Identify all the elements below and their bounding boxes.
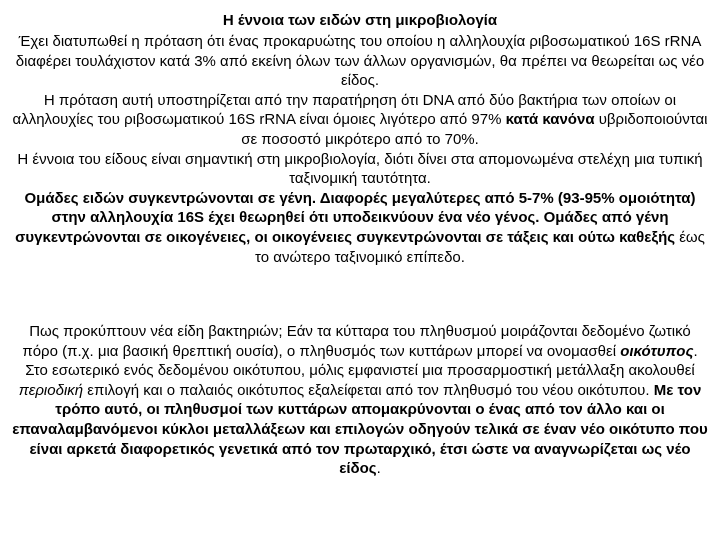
ecotype-text-3: επιλογή και ο παλαιός οικότυπος εξαλείφεται από τον πληθυσμό του νέου οικότυπου.: [87, 381, 650, 399]
hybridization-bold-phrase: κατά κανόνα: [505, 111, 595, 129]
section-new-species-origin: [12, 322, 708, 479]
paragraph-ecotype: [12, 322, 708, 479]
hybridization-text-start: Η πρόταση αυτή υποστηρίζεται από την παρατήρηση ότι DNA από δύο βακτήρια των οποίων οι αλληλουχίες του ριβοσωματικού 16S rRNA είναι όμοιες λιγότερο από 97%: [12, 91, 677, 129]
section-species-definition: [12, 32, 708, 267]
paragraph-dna-hybridization: [12, 91, 708, 150]
ecotype-text-1: Πως προκύπτουν νέα είδη βακτηριών; Εάν τα κύτταρα του πληθυσμού μοιράζονται δεδομένο ζωτικό πόρο (π.χ. μια βασική θρεπτική ουσία), ο πληθυσμός των κυττάρων μπορεί να ονομασθεί: [22, 323, 691, 360]
hierarchy-text-end: έως το ανώτερο ταξινομικό επίπεδο.: [255, 228, 705, 266]
paragraph-3-percent-rule: Έχει διατυπωθεί η πρόταση ότι ένας προκαρυώτης του οποίου η αλληλουχία ριβοσωματικού 16S rRNA διαφέρει τουλάχιστον κατά 3% από εκείνη όλων των άλλων οργανισμών, θα πρέπει να θεωρείται ως νέο είδος.: [15, 33, 705, 90]
ecotype-final-period: .: [376, 460, 381, 478]
hybridization-text-end: υβριδοποιούνται σε ποσοστό μικρότερο από το 70%.: [241, 111, 708, 148]
ecotype-bold-conclusion: Με τον τρόπο αυτό, οι πληθυσμοί των κυττάρων απομακρύνονται ο ένας από τον άλλο και οι επαναλαμβανόμενοι κύκλοι μεταλλάξεων και επιλογών οδηγούν τελικά σε έναν νέο οικότυπο που είναι αρκετά διαφορετικός γενετικά από τον πρωταρχικό, έτσι ώστε να αναγνωρίζεται ως νέο είδος: [12, 381, 708, 478]
page-title: Η έννοια των ειδών στη μικροβιολογία: [222, 12, 498, 29]
periodic-term: περιοδική: [18, 381, 84, 399]
ecotype-text-2: . Στο εσωτερικό ενός δεδομένου οικότυπου, μόλις εμφανιστεί μια προσαρμοστική μετάλλαξη ακολουθεί: [25, 342, 698, 380]
paragraph-species-importance: Η έννοια του είδους είναι σημαντική στη μικροβιολογία, διότι δίνει στα απομονωμένα στελέχη μια τυπική ταξινομική ταυτότητα.: [17, 150, 703, 188]
paragraph-taxonomic-hierarchy: [12, 189, 708, 267]
hierarchy-bold-text: Ομάδες ειδών συγκεντρώνονται σε γένη. Διαφορές μεγαλύτερες από 5-7% (93-95% ομοιότητα) στην αλληλουχία 16S έχει θεωρηθεί ότι υποδεικνύουν ένα νέο γένος. Ομάδες από γένη συγκεντρώνονται σε οικογένειες, οι οικογένειες συγκεντρώνονται σε τάξεις και ούτω καθεξής: [15, 189, 696, 246]
ecotype-term: οικότυπος: [620, 342, 694, 360]
